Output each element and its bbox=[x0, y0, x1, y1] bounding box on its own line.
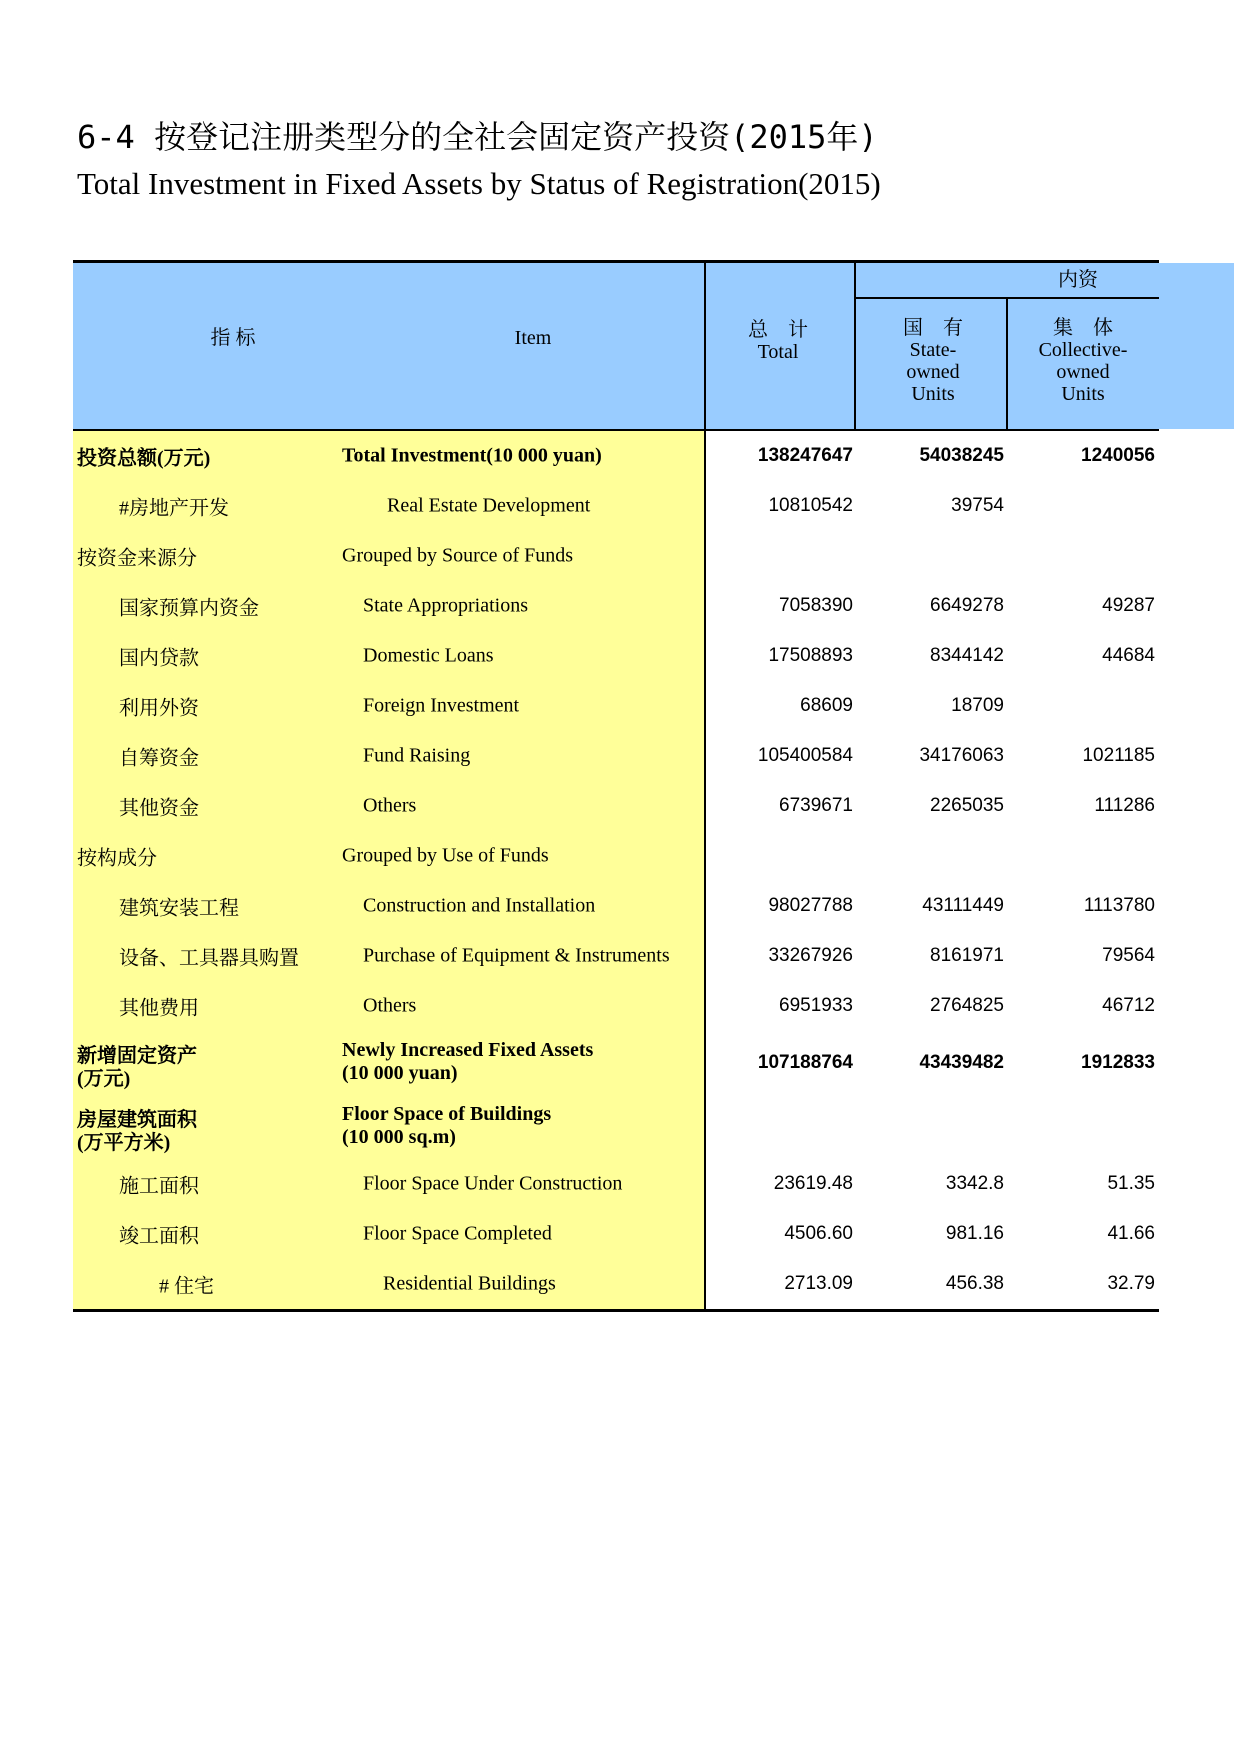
table-row: #房地产开发 Real Estate Development 10810542 39754 bbox=[119, 494, 1004, 520]
table-row: 其他资金 Others 6739671 2265035 111286 bbox=[119, 794, 1155, 820]
header-indicator: 指 标 bbox=[210, 327, 256, 349]
header-collective-en-2: owned bbox=[1056, 361, 1110, 383]
header-domestic: 内资 bbox=[1058, 269, 1098, 291]
table-row: 新增固定资产 (万元) Newly Increased Fixed Assets (10 000 yuan) 107188764 43439482 1912833 bbox=[77, 1039, 1155, 1090]
investment-table bbox=[73, 260, 1159, 1309]
header-state-cn: 国 有 bbox=[903, 317, 963, 339]
table-row: 设备、工具器具购置 Purchase of Equipment & Instruments 33267926 8161971 79564 bbox=[119, 944, 1155, 970]
table-row: 竣工面积 Floor Space Completed 4506.60 981.16 41.66 bbox=[119, 1222, 1155, 1248]
header-state-en-1: State- bbox=[909, 339, 957, 361]
table-row: 自筹资金 Fund Raising 105400584 34176063 1021185 bbox=[119, 744, 1155, 770]
header-collective-en-3: Units bbox=[1061, 383, 1105, 405]
table-row: 利用外资 Foreign Investment 68609 18709 bbox=[119, 694, 1004, 720]
table-row: 按资金来源分 Grouped by Source of Funds bbox=[77, 544, 574, 570]
table-row: 按构成分 Grouped by Use of Funds bbox=[77, 844, 549, 870]
page-title-cn: 6-4 按登记注册类型分的全社会固定资产投资(2015年) bbox=[77, 118, 878, 156]
table-bottom-rule bbox=[73, 1309, 1159, 1312]
header-collective-cn: 集 体 bbox=[1053, 317, 1113, 339]
header-state-en-3: Units bbox=[911, 383, 955, 405]
page-title-en: Total Investment in Fixed Assets by Status of Registration(2015) bbox=[77, 166, 881, 201]
header-total-cn: 总 计 bbox=[748, 319, 808, 341]
table-row: 房屋建筑面积 (万平方米) Floor Space of Buildings (10 000 sq.m) bbox=[77, 1103, 552, 1154]
table-row: 国内贷款 Domestic Loans 17508893 8344142 44684 bbox=[119, 644, 1155, 670]
header-item: Item bbox=[514, 327, 552, 349]
header-total-en: Total bbox=[757, 341, 799, 363]
table-row: # 住宅 Residential Buildings 2713.09 456.38 32.79 bbox=[159, 1272, 1155, 1298]
table-row: 其他费用 Others 6951933 2764825 46712 bbox=[119, 994, 1155, 1020]
header-collective-en-1: Collective- bbox=[1038, 339, 1128, 361]
table-header bbox=[73, 260, 1159, 431]
table-row: 投资总额(万元) Total Investment(10 000 yuan) 138247647 54038245 1240056 bbox=[77, 444, 1155, 470]
table-body bbox=[73, 431, 1159, 1309]
header-state-en-2: owned bbox=[906, 361, 960, 383]
table-row: 建筑安装工程 Construction and Installation 98027788 43111449 1113780 bbox=[119, 894, 1155, 920]
table-row: 施工面积 Floor Space Under Construction 23619.48 3342.8 51.35 bbox=[119, 1172, 1155, 1198]
table-row: 国家预算内资金 State Appropriations 7058390 6649278 49287 bbox=[119, 594, 1155, 620]
